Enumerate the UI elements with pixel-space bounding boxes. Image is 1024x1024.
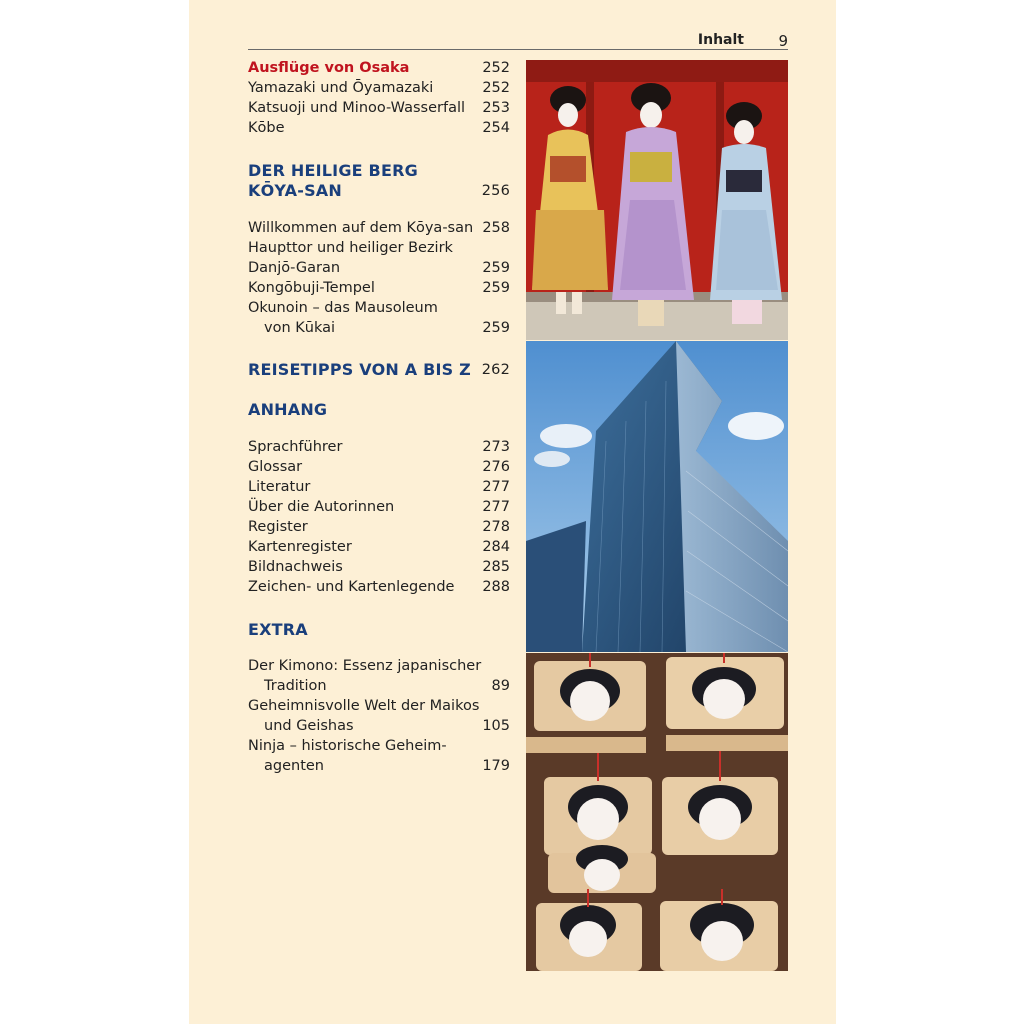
toc-entry-page: 259 [482,320,510,336]
toc-entry-page: 105 [482,718,510,734]
toc-entry[interactable] [248,298,510,338]
toc-entry-title: Register [248,519,308,535]
maiko-photo [526,60,788,340]
toc-entry-title: Bildnachweis [248,559,343,575]
toc-entry-title: Geheimnisvolle Welt der Maikos [248,698,480,714]
toc-entry-title: Sprachführer [248,439,343,455]
toc-entry[interactable] [248,736,510,776]
toc-entry[interactable] [248,457,510,477]
toc-entry-title: Kartenregister [248,539,352,555]
toc-entry-page: 288 [482,579,510,595]
toc-entry-title-cont: und Geishas [264,718,354,734]
toc-entry[interactable] [248,437,510,457]
heading-line: EXTRA [248,620,308,639]
toc-entry-page: 254 [482,120,510,136]
toc-entry-page: 273 [482,439,510,455]
heading-line: KŌYA-SAN [248,181,342,200]
toc-entry-page: 179 [482,758,510,774]
toc-entry[interactable] [248,537,510,557]
toc-entry-page: 252 [482,60,510,76]
toc-entry-title: Zeichen- und Kartenlegende [248,579,455,595]
toc-entry-title: Willkommen auf dem Kōya-san [248,220,474,236]
toc-entry[interactable] [248,696,510,736]
toc-entry-page: 278 [482,519,510,535]
toc-entry-page: 259 [482,260,510,276]
toc-entry-title: Ausflüge von Osaka [248,60,410,76]
toc-heading-reisetipps[interactable] [248,360,510,380]
toc-entry-title-cont: agenten [264,758,324,774]
ema-plaques-photo [526,653,788,971]
toc-entry[interactable] [248,278,510,298]
toc-entry-title: Ninja – historische Geheim- [248,738,447,754]
toc-entry-title: Über die Autorinnen [248,499,395,515]
toc-entry-page: 256 [481,183,510,199]
toc-entry-title: Kongōbuji-Tempel [248,280,375,296]
toc-entry[interactable] [248,656,510,696]
section-title: Inhalt [697,32,744,48]
toc-entry-page: 277 [482,479,510,495]
toc-entry-title: Okunoin – das Mausoleum [248,300,438,316]
toc-entry-page: 285 [482,559,510,575]
toc-entry-page: 262 [481,362,510,378]
toc-entry-page: 277 [482,499,510,515]
toc-entry[interactable] [248,517,510,537]
toc-entry[interactable] [248,577,510,597]
toc-heading-koya[interactable] [248,161,510,201]
toc-entry[interactable] [248,497,510,517]
toc-entry-title: Der Kimono: Essenz japanischer [248,658,482,674]
toc-entry-title: Danjō-Garan [248,260,341,276]
toc-entry[interactable] [248,238,510,258]
toc-entry-page: 253 [482,100,510,116]
toc-entry[interactable] [248,218,510,238]
toc-entry[interactable] [248,258,510,278]
toc-entry[interactable] [248,78,510,98]
heading-line: DER HEILIGE BERG [248,161,418,180]
toc-entry-page: 252 [482,80,510,96]
toc-entry-title: Haupttor und heiliger Bezirk [248,240,453,256]
heading-line: ANHANG [248,400,328,419]
toc-entry[interactable] [248,477,510,497]
toc-entry[interactable] [248,557,510,577]
toc-entry-page: 259 [482,280,510,296]
toc-entry-page: 284 [482,539,510,555]
toc-entry-title: Katsuoji und Minoo-Wasserfall [248,100,466,116]
toc-entry[interactable] [248,58,510,78]
skyscraper-photo [526,341,788,652]
toc-entry-title-cont: von Kūkai [264,320,336,336]
running-header [248,31,788,50]
toc-heading-anhang[interactable] [248,400,510,420]
toc-entry[interactable] [248,98,510,118]
toc-entry-page: 258 [482,220,510,236]
heading-line: REISETIPPS VON A BIS Z [248,360,471,379]
toc-entry-title: Yamazaki und Ōyamazaki [248,80,434,96]
toc-entry-page: 89 [491,678,510,694]
toc-entry-title: Literatur [248,479,311,495]
toc-entry-page: 276 [482,459,510,475]
toc-heading-extra[interactable] [248,620,510,640]
toc-entry-title: Glossar [248,459,303,475]
toc-entry-title-cont: Tradition [264,678,327,694]
page-number: 9 [778,32,788,50]
toc-entry[interactable] [248,118,510,138]
toc-entry-title: Kōbe [248,120,285,136]
